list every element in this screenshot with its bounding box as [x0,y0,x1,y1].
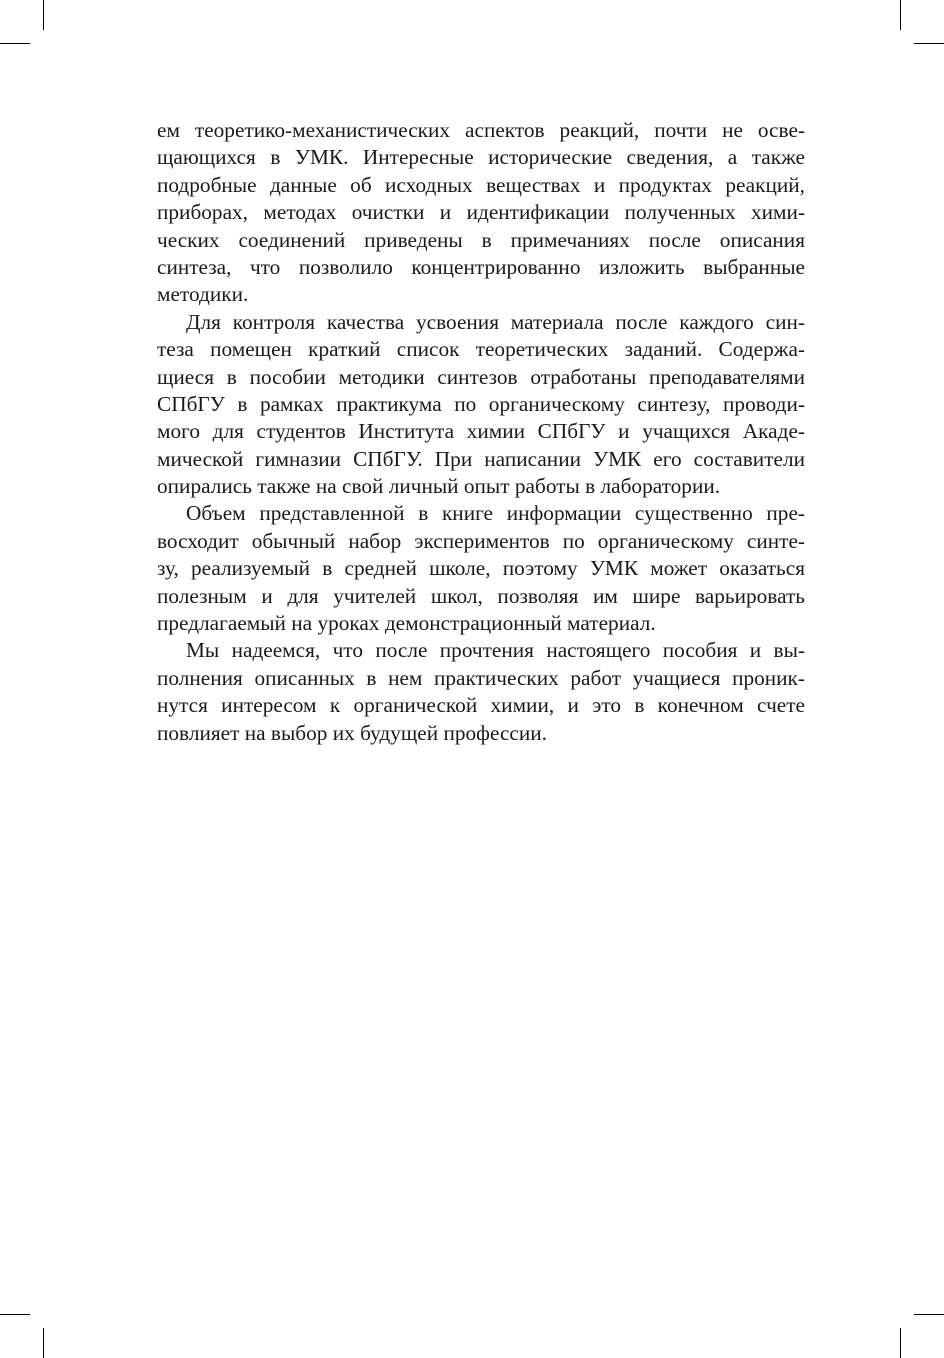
text-line: щиеся в пособии методики синтезов отработаны преподавателями [157,364,805,389]
crop-mark-top-right-horizontal [914,43,944,44]
text-line: предлагаемый на уроках демонстрационный материал. [157,611,656,636]
text-line: приборах, методах очистки и идентификации полученных хими- [157,200,805,225]
text-line: синтеза, что позволило концентрированно изложить выбранные [157,254,805,279]
paragraph [157,500,805,637]
text-line: полезным и для учителей школ, позволяя им шире варьировать [157,583,805,608]
text-line: теза помещен краткий список теоретических заданий. Содержа- [157,337,805,362]
text-line: восходит обычный набор экспериментов по органическому синте- [157,528,805,553]
text-line: Мы надеемся, что после прочтения настоящего пособия и вы- [186,638,805,663]
text-line: мической гимназии СПбГУ. При написании УМК его составители [157,446,805,471]
text-line: опирались также на свой личный опыт работы в лаборатории. [157,474,721,499]
text-line: ческих соединений приведены в примечаниях после описания [157,227,805,252]
text-line: повлияет на выбор их будущей профессии. [157,720,547,745]
text-line: зу, реализуемый в средней школе, поэтому УМК может оказаться [157,556,805,581]
crop-mark-bottom-right-vertical [900,1328,901,1358]
text-line: мого для студентов Института химии СПбГУ и учащихся Акаде- [157,419,805,444]
text-line: подробные данные об исходных веществах и продуктах реакций, [157,172,805,197]
text-line: ем теоретико-механистических аспектов реакций, почти не осве- [157,118,805,142]
crop-mark-top-right-vertical [900,0,901,30]
text-line: нутся интересом к органической химии, и это в конечном счете [157,693,805,718]
text-line: щающихся в УМК. Интересные исторические сведения, а также [157,145,805,170]
text-line: Для контроля качества усвоения материала после каждого син- [186,309,805,334]
crop-mark-top-left-horizontal [0,43,30,44]
crop-mark-bottom-left-horizontal [0,1314,30,1315]
crop-mark-bottom-right-horizontal [914,1314,944,1315]
paragraph [157,637,805,747]
text-line: Объем представленной в книге информации существенно пре- [186,501,805,526]
page-body-text [157,117,805,747]
paragraph [157,309,805,501]
crop-mark-bottom-left-vertical [43,1328,44,1358]
text-line: полнения описанных в нем практических работ учащиеся проник- [157,665,805,690]
text-line: методики. [157,282,249,307]
text-line: СПбГУ в рамках практикума по органическому синтезу, проводи- [157,391,805,416]
paragraph [157,117,805,309]
crop-mark-top-left-vertical [43,0,44,30]
